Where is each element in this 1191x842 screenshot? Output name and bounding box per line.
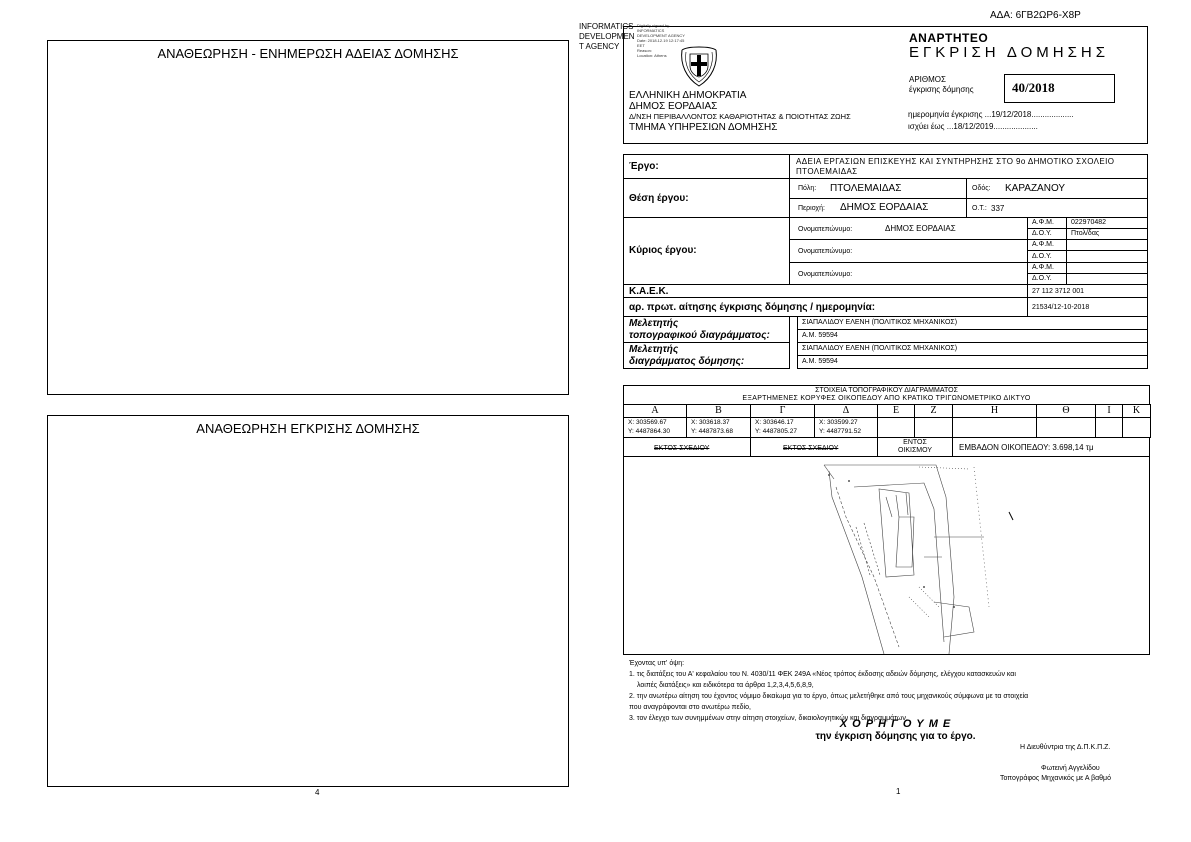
owner-name-label: Ονοματεπώνυμο: <box>798 248 853 255</box>
outside-plan-label: ΕΚΤΟΣ ΣΧΕΔΙΟΥ <box>783 445 839 452</box>
topo-coordinate-cell <box>686 417 751 438</box>
municipality-name: ΔΗΜΟΣ ΕΟΡΔΑΙΑΣ <box>629 101 718 112</box>
outside-plan-cell-1 <box>623 437 751 457</box>
topo-column-header <box>814 404 878 418</box>
build-surveyor-label-cell <box>623 342 790 369</box>
right-page-number: 1 <box>896 787 901 796</box>
area-label: Περιοχή: <box>798 205 825 212</box>
grant-subheading: την έγκριση δόμησης για το έργο. <box>815 731 976 742</box>
directorate-name: Δ/ΝΣΗ ΠΕΡΙΒΑΛΛΟΝΤΟΣ ΚΑΘΑΡΙΟΤΗΤΑΣ & ΠΟΙΟΤΗΤΑΣ ΖΩΗΣ <box>629 112 851 121</box>
number-label-line: ΑΡΙΘΜΟΣ <box>909 75 946 84</box>
grant-heading: Χ Ο Ρ Η Γ Ο Υ Μ Ε <box>839 718 952 730</box>
stamp-line: INFORMATICS <box>579 22 634 31</box>
block-value: 337 <box>991 204 1005 213</box>
topo-column-letter: Θ <box>1062 405 1070 416</box>
stamp-line: T AGENCY <box>579 42 620 51</box>
legal-item: 3. τον έλεγχο των συνημμένων στην αίτηση στοιχείων, δικαιολογητικών και διαγραμμάτων, <box>629 715 908 722</box>
topo-column-letter: Ι <box>1107 405 1111 416</box>
legal-item: 2. την ανωτέρω αίτηση του έχοντος νόμιμο δικαίωμα για το έργο, όπως μελετήθηκε από τους μηχανικούς σύμφωνα με τα στοιχεία <box>629 693 1029 700</box>
topo-column-header <box>750 404 815 418</box>
work-label-cell <box>623 154 790 179</box>
having-regard: Έχοντας υπ' όψη: <box>629 660 685 667</box>
topo-coordinate-cell <box>1122 417 1151 438</box>
signer-title: Τοπογράφος Μηχανικός με Α βαθμό <box>1000 775 1111 782</box>
coordinate-x: X: 303618.37 <box>691 419 730 426</box>
afm-label: Α.Φ.Μ. <box>1032 219 1054 226</box>
ada-number: ΑΔΑ: 6ΓΒ2ΩΡ6-Χ8Ρ <box>990 10 1081 21</box>
topo-coordinate-cell <box>1036 417 1096 438</box>
outside-plan-cell-2 <box>750 437 878 457</box>
build-surveyor-name: ΣΙΑΠΑΛΙΔΟΥ ΕΛΕΝΗ (ΠΟΛΙΤΙΚΟΣ ΜΗΧΑΝΙΚΟΣ) <box>802 345 958 352</box>
topo-column-letter: Α <box>651 405 659 416</box>
approval-date: ημερομηνία έγκρισης ...19/12/2018................... <box>908 110 1074 119</box>
topo-surveyor-am-cell <box>797 329 1148 343</box>
in-settlement-cell <box>877 437 953 457</box>
topo-title: ΣΤΟΙΧΕΙΑ ΤΟΠΟΓΡΑΦΙΚΟΥ ΔΙΑΓΡΑΜΜΑΤΟΣ <box>815 387 958 394</box>
topo-column-letter: Ε <box>892 405 900 416</box>
coordinate-y: Y: 4487805.27 <box>755 428 797 435</box>
validity-date: ισχύει έως ...18/12/2019.................... <box>908 122 1038 131</box>
owner-name-label: Ονοματεπώνυμο: <box>798 271 853 278</box>
stamp-line: DEVELOPMEN <box>579 32 635 41</box>
request-label: αρ. πρωτ. αίτησης έγκρισης δόμησης / ημερομηνία: <box>629 302 876 313</box>
legal-item: που αναγράφονται στο ανωτέρω πεδίο, <box>629 704 751 711</box>
site-plan-cell <box>623 456 1150 655</box>
department-name: ΤΜΗΜΑ ΥΠΗΡΕΣΙΩΝ ΔΟΜΗΣΗΣ <box>629 122 778 133</box>
topo-column-header <box>914 404 953 418</box>
coordinate-y: Y: 4487864.30 <box>628 428 670 435</box>
doy-label: Δ.Ο.Υ. <box>1032 275 1052 282</box>
request-value: 21534/12-10-2018 <box>1032 304 1090 311</box>
topo-column-header <box>952 404 1037 418</box>
kaek-label: Κ.Α.Ε.Κ. <box>629 286 669 297</box>
owner-3-name-cell <box>789 262 1028 285</box>
stamp-detail: INFORMATICS <box>637 28 665 33</box>
topo-column-header <box>1095 404 1123 418</box>
topo-column-header <box>623 404 687 418</box>
legal-item: 1. τις διατάξεις του Α' κεφαλαίου του Ν. 4030/11 ΦΕΚ 249Α «Νέος τρόπος έκδοσης αδειών δόμησης, ελέγχου κατασκευών και <box>629 671 1016 678</box>
coordinate-y: Y: 4487873.68 <box>691 428 733 435</box>
area-cell <box>789 198 967 218</box>
outside-plan-label: ΕΚΤΟΣ ΣΧΕΔΙΟΥ <box>654 445 710 452</box>
topo-surveyor-label-line: Μελετητής <box>629 318 679 329</box>
topo-coordinate-cell <box>750 417 815 438</box>
build-surveyor-name-cell <box>797 342 1148 356</box>
plot-area: ΕΜΒΑΔΟΝ ΟΙΚΟΠΕΔΟΥ: 3.698,14 τμ <box>959 443 1094 452</box>
afm-label: Α.Φ.Μ. <box>1032 241 1054 248</box>
work-value-cell <box>789 154 1148 179</box>
kaek-value-cell <box>1027 284 1148 298</box>
request-value-cell <box>1027 297 1148 317</box>
topo-column-letter: Γ <box>779 405 786 416</box>
topo-column-letter: Ζ <box>930 405 937 416</box>
topo-surveyor-label-cell <box>623 316 790 343</box>
city-value: ΠΤΟΛΕΜΑΙΔΑΣ <box>830 183 902 194</box>
owner-name-label: Ονοματεπώνυμο: <box>798 226 853 233</box>
kaek-value: 27 112 3712 001 <box>1032 288 1085 295</box>
build-surveyor-am: Α.Μ. 59594 <box>802 358 838 365</box>
afm-label: Α.Φ.Μ. <box>1032 264 1054 271</box>
topo-column-letter: Η <box>990 405 999 416</box>
director-title: Η Διευθύντρια της Δ.Π.Κ.Π.Ζ. <box>1020 744 1111 751</box>
doy-value: Πτολ/δας <box>1071 230 1100 237</box>
topo-coordinate-cell <box>914 417 953 438</box>
area-value: ΔΗΜΟΣ ΕΟΡΔΑΙΑΣ <box>840 202 929 213</box>
stamp-detail: EET <box>637 43 645 48</box>
kaek-label-cell <box>623 284 1028 298</box>
number-label-line: έγκρισης δόμησης <box>909 85 974 94</box>
topo-coordinate-cell <box>1095 417 1123 438</box>
doy-label: Δ.Ο.Υ. <box>1032 230 1052 237</box>
approval-number-label <box>909 75 974 95</box>
approval-number-value: 40/2018 <box>1004 74 1115 103</box>
request-label-cell <box>623 297 1028 317</box>
coordinate-y: Y: 4487791.52 <box>819 428 861 435</box>
posted-label: ΑΝΑΡΤΗΤΕΟ <box>909 31 989 45</box>
legal-item: λοιπές διατάξεις» και ειδικότερα τα άρθρα 1,2,3,4,5,6,8,9, <box>637 682 814 689</box>
stamp-detail: Date: 2018.12.19 12:17:45 <box>637 38 685 43</box>
street-cell <box>966 178 1148 199</box>
topo-coordinate-cell <box>814 417 878 438</box>
topo-subtitle: ΕΞΑΡΤΗΜΕΝΕΣ ΚΟΡΥΦΕΣ ΟΙΚΟΠΕΔΟΥ ΑΠΟ ΚΡΑΤΙΚΟ ΤΡΙΓΩΝΟΜΕΤΡΙΚΟ ΔΙΚΤΥΟ <box>742 395 1031 402</box>
signer-name: Φωτεινή Αγγελίδου <box>1041 765 1100 772</box>
stamp-detail: Location: Athens <box>637 53 667 58</box>
revision-approval-box <box>47 415 569 787</box>
stamp-detail: Reason: <box>637 48 652 53</box>
topo-title-cell <box>623 385 1150 405</box>
city-label: Πόλη: <box>798 185 817 192</box>
site-plan-drawing <box>624 457 1149 654</box>
left-page-number: 4 <box>315 788 320 797</box>
owner-1-name-cell <box>789 217 1028 240</box>
topo-column-header <box>686 404 751 418</box>
location-label-cell <box>623 178 790 218</box>
block-label: Ο.Τ.: <box>972 205 987 212</box>
topo-coordinate-cell <box>952 417 1037 438</box>
doy-label: Δ.Ο.Υ. <box>1032 253 1052 260</box>
stamp-detail: DEVELOPMENT AGENCY <box>637 33 685 38</box>
topo-column-letter: Κ <box>1132 405 1141 416</box>
coordinate-x: X: 303569.67 <box>628 419 667 426</box>
topo-surveyor-name-cell <box>797 316 1148 330</box>
build-surveyor-label-line: Μελετητής <box>629 344 679 355</box>
topo-surveyor-name: ΣΙΑΠΑΛΙΔΟΥ ΕΛΕΝΗ (ΠΟΛΙΤΙΚΟΣ ΜΗΧΑΝΙΚΟΣ) <box>802 319 958 326</box>
afm-value: 022970482 <box>1071 219 1107 226</box>
topo-column-letter: Δ <box>842 405 850 416</box>
topo-coordinate-cell <box>623 417 687 438</box>
revision-approval-title: ΑΝΑΘΕΩΡΗΣΗ ΕΓΚΡΙΣΗΣ ΔΟΜΗΣΗΣ <box>196 421 420 436</box>
work-value: ΑΔΕΙΑ ΕΡΓΑΣΙΩΝ ΕΠΙΣΚΕΥΗΣ ΚΑΙ ΣΥΝΤΗΡΗΣΗΣ ΣΤΟ 9ο ΔΗΜΟΤΙΚΟ ΣΧΟΛΕΙΟ ΠΤΟΛΕΜΑΙΔΑΣ <box>796 157 1115 176</box>
owner-label: Κύριος έργου: <box>629 245 697 256</box>
revision-update-title: ΑΝΑΘΕΩΡΗΣΗ - ΕΝΗΜΕΡΩΣΗ ΑΔΕΙΑΣ ΔΟΜΗΣΗΣ <box>157 46 459 61</box>
document-title: ΕΓΚΡΙΣΗ ΔΟΜΗΣΗΣ <box>909 44 1109 61</box>
topo-column-header <box>1122 404 1151 418</box>
coordinate-x: X: 303646.17 <box>755 419 794 426</box>
location-label: Θέση έργου: <box>629 193 689 204</box>
owner-name: ΔΗΜΟΣ ΕΟΡΔΑΙΑΣ <box>885 224 956 233</box>
owner-label-cell <box>623 217 790 285</box>
street-label: Οδός: <box>972 185 991 192</box>
plot-area-cell <box>952 437 1150 457</box>
coordinate-x: X: 303599.27 <box>819 419 858 426</box>
block-cell <box>966 198 1148 218</box>
street-value: ΚΑΡΑΖΑΝΟΥ <box>1005 183 1066 194</box>
stamp-detail: Digitally signed by <box>637 23 670 28</box>
city-cell <box>789 178 967 199</box>
topo-coordinate-cell <box>877 417 915 438</box>
topo-column-letter: Β <box>715 405 722 416</box>
topo-surveyor-am: Α.Μ. 59594 <box>802 332 838 339</box>
topo-column-header <box>877 404 915 418</box>
legal-basis <box>629 658 1154 724</box>
topo-surveyor-label-line: τοπογραφικού διαγράμματος: <box>629 330 770 341</box>
topo-column-header <box>1036 404 1096 418</box>
revision-update-box <box>47 40 569 395</box>
in-settlement-label: ΕΝΤΟΣ ΟΙΚΙΣΜΟΥ <box>897 439 933 454</box>
work-label: Έργο: <box>629 161 659 172</box>
country-name: ΕΛΛΗΝΙΚΗ ΔΗΜΟΚΡΑΤΙΑ <box>629 90 747 101</box>
build-surveyor-label-line: διαγράμματος δόμησης: <box>629 356 745 367</box>
build-surveyor-am-cell <box>797 355 1148 369</box>
owner-2-name-cell <box>789 239 1028 263</box>
